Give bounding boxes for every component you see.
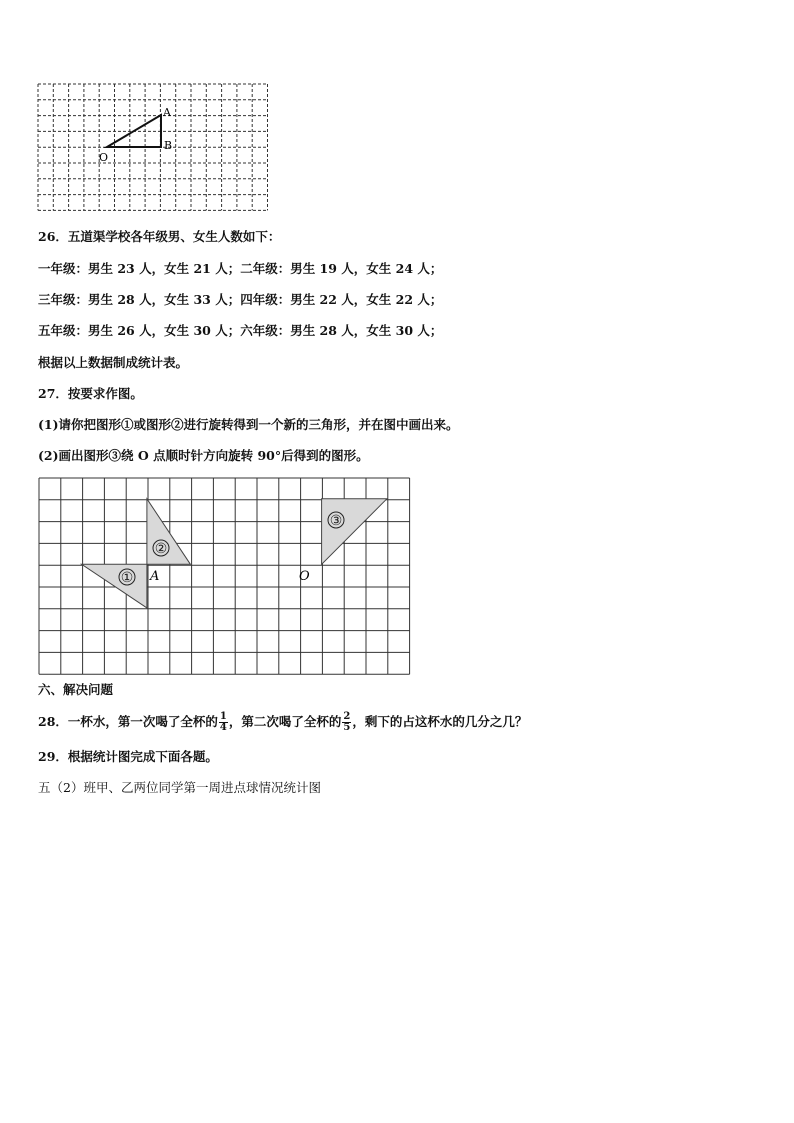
fraction-two-fifths [342, 712, 351, 733]
q26-title: 26．五道渠学校各年级男、女生人数如下： [38, 229, 281, 244]
label-b: B [164, 139, 173, 152]
q26-row2: 三年级：男生 28 人，女生 33 人；四年级：男生 22 人，女生 22 人； [38, 292, 443, 307]
q28-part-a: 28．一杯水，第一次喝了全杯的 [38, 714, 218, 729]
shape-2-triangle [147, 499, 191, 565]
fraction-1-denominator: 4 [219, 722, 227, 733]
q27-part2: (2)画出图形③绕 O 点顺时针方向旋转 90°后得到的图形。 [38, 448, 369, 463]
rotation-grid-figure [38, 477, 426, 675]
q26-row1: 一年级：男生 23 人，女生 21 人；二年级：男生 19 人，女生 24 人； [38, 261, 443, 276]
shape-1-triangle [82, 564, 147, 608]
fraction-one-quarter [219, 712, 228, 733]
dashed-grid-figure [37, 83, 277, 213]
point-a-label: A [150, 569, 160, 584]
q28-text [38, 711, 527, 733]
fraction-2-denominator: 5 [343, 722, 351, 733]
q29-chart-caption: 五（2）班甲、乙两位同学第一周进点球情况统计图 [38, 780, 321, 795]
point-o-label: O [299, 569, 310, 584]
shape-2-label: ② [154, 541, 168, 557]
q26-row3: 五年级：男生 26 人，女生 30 人；六年级：男生 28 人，女生 30 人； [38, 323, 443, 338]
shape-3-triangle [322, 499, 387, 565]
label-a: A [163, 106, 171, 119]
section-6-title: 六、解决问题 [38, 682, 114, 697]
q28-part-b: ，第二次喝了全杯的 [228, 714, 342, 729]
shape-1-label: ① [120, 570, 134, 586]
label-o: O [99, 151, 109, 164]
q27-title: 27．按要求作图。 [38, 386, 143, 401]
q28-part-c: ，剩下的占这杯水的几分之几？ [352, 714, 528, 729]
q29-title: 29．根据统计图完成下面各题。 [38, 749, 218, 764]
q26-task: 根据以上数据制成统计表。 [38, 355, 189, 370]
shape-3-label: ③ [329, 513, 343, 529]
fraction-1-numerator: 1 [219, 711, 227, 722]
q27-part1: (1)请你把图形①或图形②进行旋转得到一个新的三角形，并在图中画出来。 [38, 417, 459, 432]
fraction-2-numerator: 2 [343, 711, 351, 722]
